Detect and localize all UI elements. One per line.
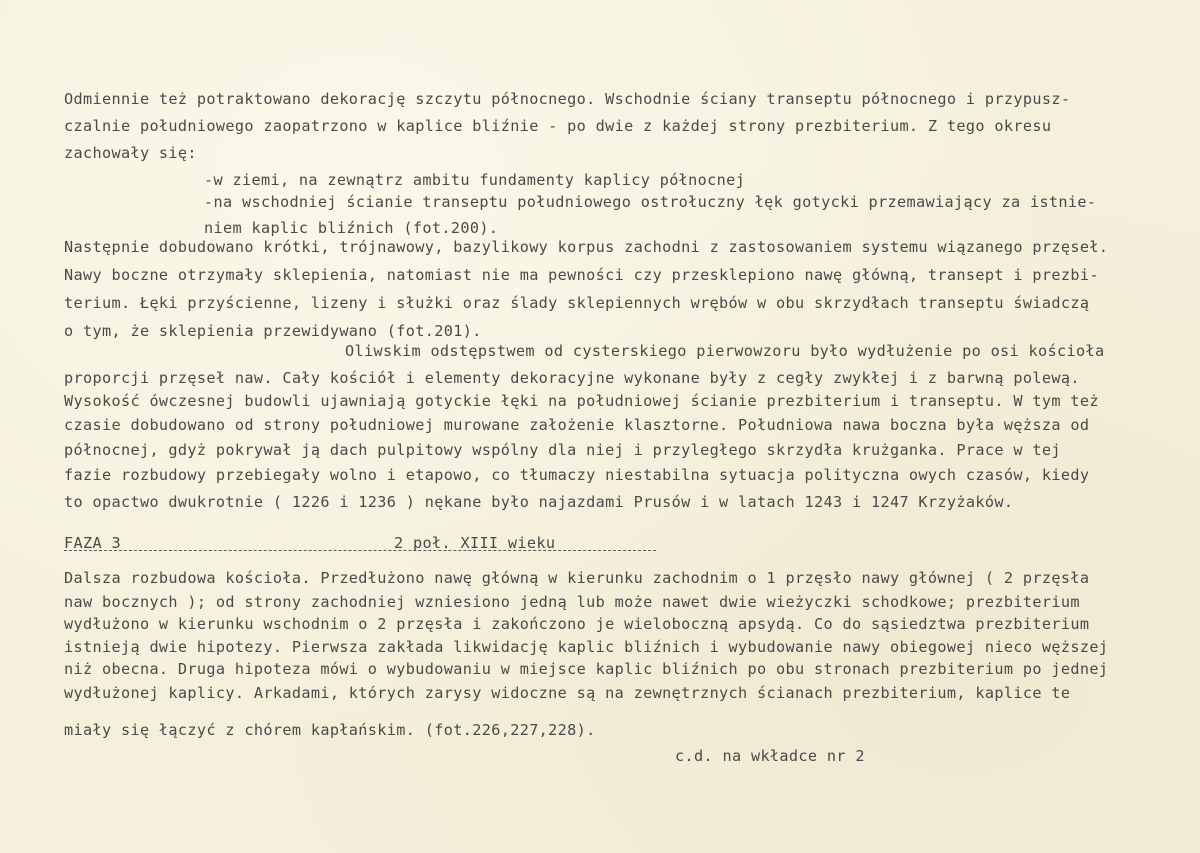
list-item: -na wschodniej ścianie transeptu południowego ostrołuczny łęk gotycki przemawiający za istnie- [204, 193, 1097, 211]
text-line: o tym, że sklepienia przewidywano (fot.201). [64, 322, 482, 340]
text-line: czasie dobudowano od strony południowej murowane założenie klasztorne. Południowa nawa boczna była węższa od [64, 416, 1090, 434]
text-line: niż obecna. Druga hipoteza mówi o wybudowaniu w miejsce kaplic bliźnich po obu stronach prezbiterium po jednej [64, 660, 1109, 678]
text-line: naw bocznych ); od strony zachodniej wzniesiono jedną lub może nawet dwie wieżyczki schodkowe; prezbiterium [64, 593, 1080, 611]
text-line: Odmiennie też potraktowano dekorację szczytu północnego. Wschodnie ściany transeptu północnego i przypusz- [64, 90, 1071, 108]
text-line: to opactwo dwukrotnie ( 1226 i 1236 ) nękane było najazdami Prusów i w latach 1243 i 1247 Krzyżaków. [64, 493, 1014, 511]
phase-underline [64, 550, 656, 551]
phase-label: FAZA 3 [64, 534, 121, 552]
paragraph-start-line: Oliwskim odstępstwem od cysterskiego pierwowzoru było wydłużenie po osi kościoła [345, 342, 1105, 360]
text-line: Dalsza rozbudowa kościoła. Przedłużono nawę główną w kierunku zachodnim o 1 przęsło nawy głównej ( 2 przęsła [64, 569, 1090, 587]
text-line: wydłużonej kaplicy. Arkadami, których zarysy widoczne są na zewnętrznych ścianach prezbiterium, kaplice te [64, 684, 1071, 702]
text-line: wydłużono w kierunku wschodnim o 2 przęsła i zakończono je wieloboczną apsydą. Co do sąsiedztwa prezbiterium [64, 615, 1090, 633]
text-line: fazie rozbudowy przebiegały wolno i etapowo, co tłumaczy niestabilna sytuacja polityczna owych czasów, kiedy [64, 466, 1090, 484]
text-line: terium. Łęki przyścienne, lizeny i służki oraz ślady sklepiennych wrębów w obu skrzydłach transeptu świadczą [64, 294, 1090, 312]
text-line: północnej, gdyż pokrywał ją dach pulpitowy wspólny dla niej i przyległego skrzydła krużganka. Prace w tej [64, 441, 1061, 459]
text-line: proporcji przęseł naw. Cały kościół i elementy dekoracyjne wykonane były z cegły zwykłej i z barwną polewą. [64, 369, 1080, 387]
continuation-note: c.d. na wkładce nr 2 [675, 747, 865, 765]
list-item: -w ziemi, na zewnątrz ambitu fundamenty kaplicy północnej [204, 171, 746, 189]
phase-heading [64, 533, 656, 553]
text-line: czalnie południowego zaopatrzono w kaplice bliźnie - po dwie z każdej strony prezbiterium. Z tego okresu [64, 117, 1052, 135]
text-line: istnieją dwie hipotezy. Pierwsza zakłada likwidację kaplic bliźnich i wybudowanie nawy obiegowej nieco węższej [64, 638, 1109, 656]
phase-period: 2 poł. XIII wieku [394, 534, 556, 552]
text-line: Nawy boczne otrzymały sklepienia, natomiast nie ma pewności czy przesklepiono nawę główną, transept i prezbi- [64, 266, 1099, 284]
text-line: miały się łączyć z chórem kapłańskim. (fot.226,227,228). [64, 721, 596, 739]
text-line: Wysokość ówczesnej budowli ujawniają gotyckie łęki na południowej ścianie prezbiterium i transeptu. W tym też [64, 392, 1099, 410]
list-item: niem kaplic bliźnich (fot.200). [204, 219, 499, 237]
text-line: Następnie dobudowano krótki, trójnawowy, bazylikowy korpus zachodni z zastosowaniem systemu wiązanego przęseł. [64, 238, 1109, 256]
text-line: zachowały się: [64, 144, 197, 162]
